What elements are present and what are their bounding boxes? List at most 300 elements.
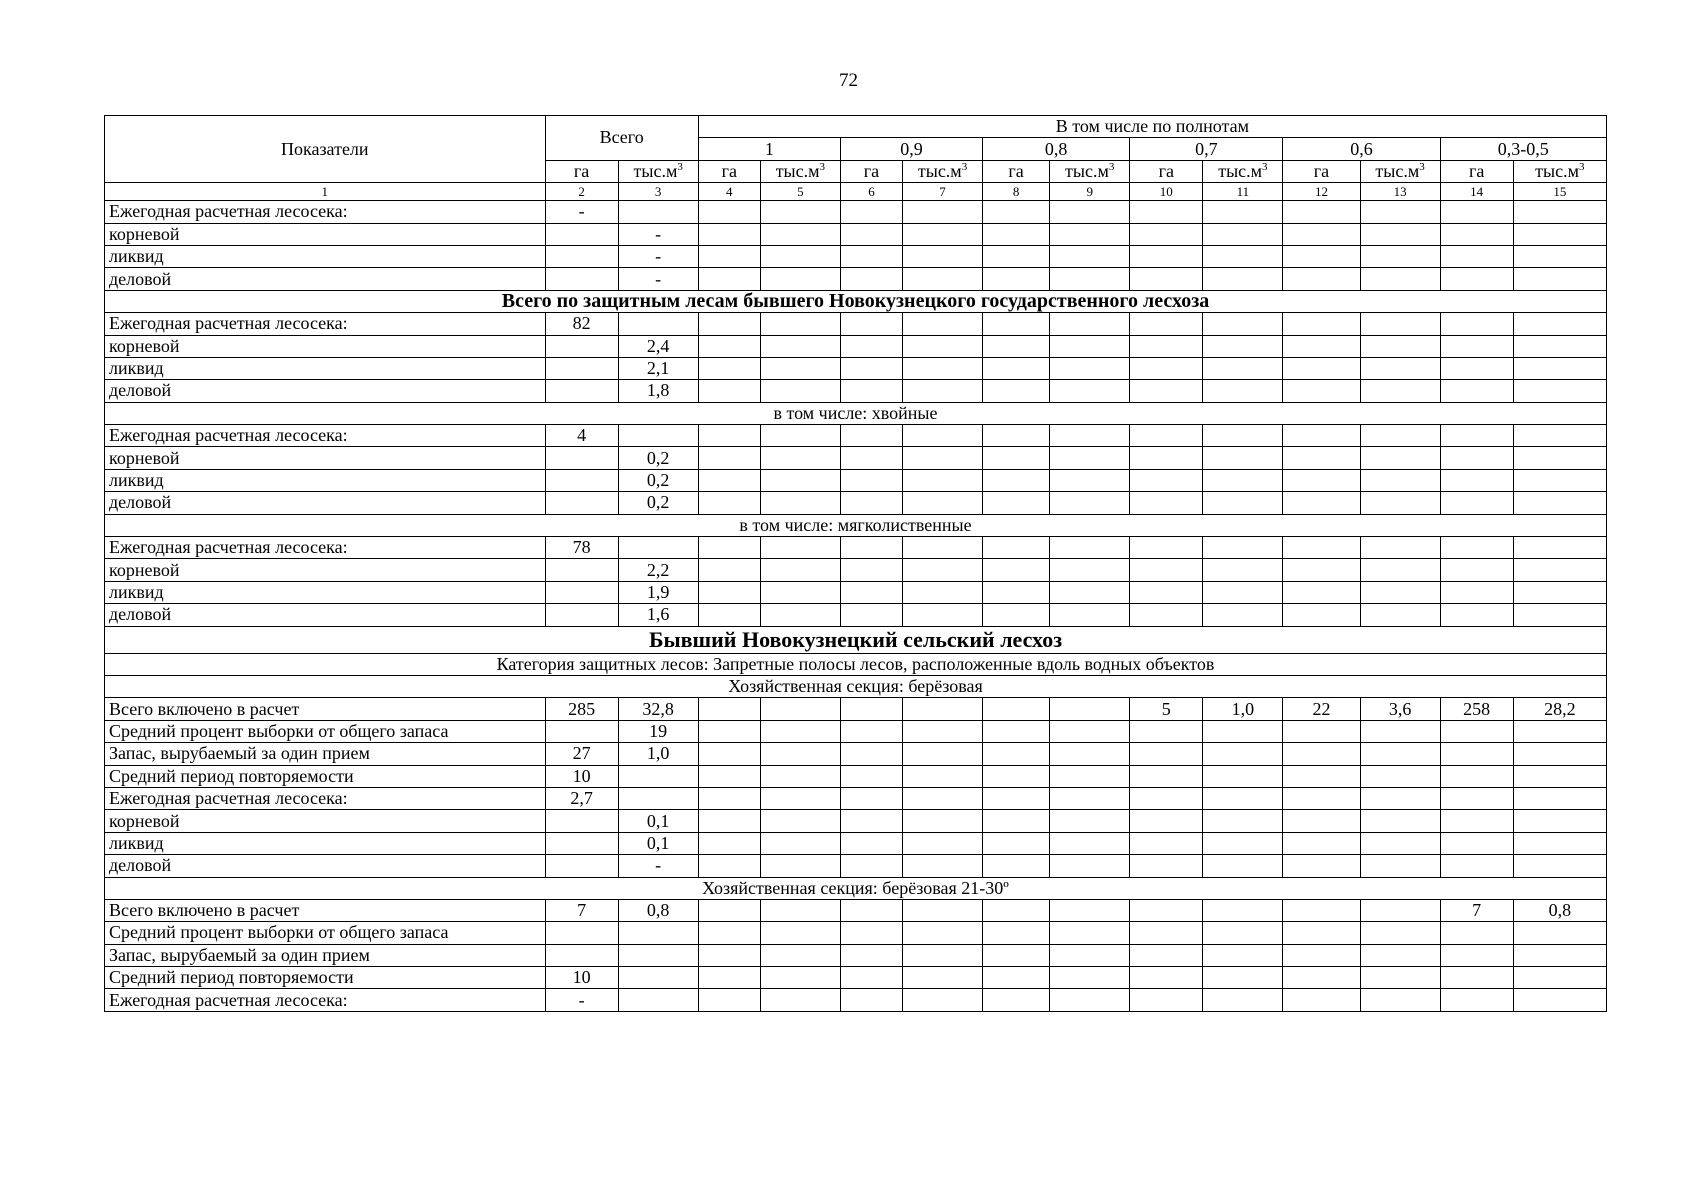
cell-col-3: 0,1 [618,810,698,832]
section-row [105,653,1607,675]
cell-col-10 [1130,743,1203,765]
cell-col-2 [545,604,618,626]
cell-col-11 [1203,604,1283,626]
cell-col-14 [1440,810,1513,832]
cell-col-14 [1440,268,1513,290]
cell-col-8 [983,268,1050,290]
cell-col-4 [698,855,760,877]
cell-col-12 [1283,201,1360,223]
cell-col-11 [1203,223,1283,245]
unit-ha: га [545,160,618,182]
cell-col-7 [902,765,982,787]
section-row [105,290,1607,312]
cell-col-9 [1050,201,1130,223]
cell-col-10 [1130,537,1203,559]
row-label: корневой [105,810,546,832]
cell-col-13 [1360,201,1440,223]
row-label: Средний период повторяемости [105,967,546,989]
cell-col-9 [1050,245,1130,267]
cell-col-2: 4 [545,425,618,447]
cell-col-11 [1203,967,1283,989]
cell-col-11 [1203,922,1283,944]
cell-col-4 [698,201,760,223]
row-label: Запас, вырубаемый за один прием [105,743,546,765]
cell-col-3 [618,989,698,1011]
cell-col-9 [1050,765,1130,787]
cell-col-9 [1050,743,1130,765]
cell-col-3: 0,8 [618,899,698,921]
section-row [105,402,1607,424]
cell-col-15 [1513,720,1606,742]
cell-col-3: - [618,245,698,267]
cell-col-15 [1513,989,1606,1011]
row-label: ликвид [105,581,546,603]
cell-col-7 [902,720,982,742]
cell-col-14 [1440,765,1513,787]
cell-col-14 [1440,787,1513,809]
cell-col-8 [983,245,1050,267]
table-row [105,425,1607,447]
cell-col-5 [760,832,840,854]
cell-col-6 [840,357,902,379]
cell-col-13 [1360,989,1440,1011]
cell-col-2 [545,447,618,469]
cell-col-11 [1203,268,1283,290]
table-row [105,787,1607,809]
column-number: 5 [760,183,840,201]
cell-col-13 [1360,559,1440,581]
cell-col-5 [760,425,840,447]
cell-col-12 [1283,855,1360,877]
cell-col-3: 1,0 [618,743,698,765]
cell-col-5 [760,967,840,989]
cell-col-5 [760,245,840,267]
cell-col-12 [1283,944,1360,966]
cell-col-7 [902,313,982,335]
cell-col-4 [698,537,760,559]
row-label: Средний период повторяемости [105,765,546,787]
cell-col-9 [1050,899,1130,921]
table-row [105,492,1607,514]
cell-col-13 [1360,268,1440,290]
cell-col-6 [840,855,902,877]
cell-col-12 [1283,922,1360,944]
cell-col-13: 3,6 [1360,698,1440,720]
section-heading: в том числе: хвойные [105,402,1607,424]
cell-col-13 [1360,357,1440,379]
cell-col-15 [1513,313,1606,335]
cell-col-10 [1130,967,1203,989]
cell-col-3 [618,787,698,809]
table-row [105,832,1607,854]
cell-col-14 [1440,743,1513,765]
cell-col-2 [545,245,618,267]
cell-col-11 [1203,989,1283,1011]
cell-col-9 [1050,967,1130,989]
row-label: ликвид [105,245,546,267]
cell-col-3: 0,2 [618,469,698,491]
cell-col-8 [983,989,1050,1011]
cell-col-12: 22 [1283,698,1360,720]
header-density-1: 0,9 [840,138,982,160]
cell-col-12 [1283,989,1360,1011]
cell-col-5 [760,223,840,245]
header-density-2: 0,8 [983,138,1130,160]
cell-col-7 [902,559,982,581]
cell-col-10 [1130,469,1203,491]
cell-col-4 [698,245,760,267]
cell-col-4 [698,810,760,832]
column-number: 1 [105,183,546,201]
cell-col-15 [1513,944,1606,966]
cell-col-5 [760,469,840,491]
cell-col-14 [1440,447,1513,469]
row-label: Средний процент выборки от общего запаса [105,720,546,742]
cell-col-2 [545,559,618,581]
cell-col-5 [760,604,840,626]
cell-col-6 [840,832,902,854]
cell-col-3: 32,8 [618,698,698,720]
cell-col-9 [1050,492,1130,514]
unit-ha: га [1440,160,1513,182]
table-row [105,537,1607,559]
cell-col-10 [1130,922,1203,944]
cell-col-13 [1360,855,1440,877]
cell-col-8 [983,899,1050,921]
cell-col-7 [902,787,982,809]
cell-col-8 [983,922,1050,944]
cell-col-7 [902,447,982,469]
cell-col-15 [1513,492,1606,514]
cell-col-11 [1203,245,1283,267]
cell-col-5 [760,268,840,290]
cell-col-10 [1130,810,1203,832]
cell-col-2: - [545,201,618,223]
cell-col-7 [902,201,982,223]
row-label: ликвид [105,469,546,491]
table-row [105,967,1607,989]
cell-col-13 [1360,832,1440,854]
cell-col-4 [698,357,760,379]
cell-col-6 [840,698,902,720]
table-row [105,268,1607,290]
cell-col-11 [1203,855,1283,877]
cell-col-9 [1050,469,1130,491]
cell-col-9 [1050,537,1130,559]
column-number: 15 [1513,183,1606,201]
cell-col-13 [1360,944,1440,966]
cell-col-5 [760,559,840,581]
cell-col-3 [618,765,698,787]
cell-col-12 [1283,380,1360,402]
cell-col-13 [1360,537,1440,559]
cell-col-4 [698,268,760,290]
cell-col-5 [760,492,840,514]
cell-col-4 [698,469,760,491]
cell-col-4 [698,335,760,357]
row-label: деловой [105,855,546,877]
cell-col-4 [698,380,760,402]
cell-col-8 [983,223,1050,245]
section-row [105,514,1607,536]
cell-col-15: 0,8 [1513,899,1606,921]
header-indicators: Показатели [105,116,546,183]
cell-col-6 [840,425,902,447]
cell-col-2 [545,810,618,832]
column-number: 11 [1203,183,1283,201]
cell-col-7 [902,335,982,357]
cell-col-3: 2,1 [618,357,698,379]
cell-col-8 [983,492,1050,514]
header-density-4: 0,6 [1283,138,1440,160]
unit-volume: $тыс.м^3$ [902,160,982,182]
cell-col-12 [1283,447,1360,469]
cell-col-12 [1283,537,1360,559]
cell-col-2 [545,357,618,379]
cell-col-6 [840,537,902,559]
section-heading: Хозяйственная секция: берёзовая [105,675,1607,697]
cell-col-4 [698,765,760,787]
cell-col-5 [760,201,840,223]
table-row [105,581,1607,603]
cell-col-8 [983,380,1050,402]
row-label: Ежегодная расчетная лесосека: [105,313,546,335]
cell-col-3: 2,4 [618,335,698,357]
cell-col-14 [1440,989,1513,1011]
cell-col-6 [840,720,902,742]
row-label: корневой [105,223,546,245]
cell-col-14 [1440,604,1513,626]
cell-col-10 [1130,313,1203,335]
unit-ha: га [983,160,1050,182]
cell-col-2: 7 [545,899,618,921]
column-number: 6 [840,183,902,201]
row-label: Ежегодная расчетная лесосека: [105,425,546,447]
cell-col-11 [1203,447,1283,469]
cell-col-12 [1283,720,1360,742]
cell-col-9 [1050,604,1130,626]
cell-col-6 [840,604,902,626]
cell-col-2 [545,223,618,245]
cell-col-8 [983,944,1050,966]
row-label: Запас, вырубаемый за один прием [105,944,546,966]
cell-col-8 [983,447,1050,469]
cell-col-5 [760,787,840,809]
cell-col-10 [1130,989,1203,1011]
cell-col-12 [1283,268,1360,290]
cell-col-8 [983,313,1050,335]
cell-col-10 [1130,899,1203,921]
cell-col-8 [983,765,1050,787]
cell-col-5 [760,810,840,832]
cell-col-11 [1203,765,1283,787]
cell-col-10 [1130,604,1203,626]
cell-col-9 [1050,922,1130,944]
cell-col-12 [1283,967,1360,989]
cell-col-4 [698,720,760,742]
table-row [105,899,1607,921]
cell-col-11 [1203,380,1283,402]
cell-col-2 [545,335,618,357]
cell-col-9 [1050,380,1130,402]
cell-col-11 [1203,469,1283,491]
cell-col-9 [1050,989,1130,1011]
cell-col-14 [1440,469,1513,491]
cell-col-6 [840,944,902,966]
cell-col-14 [1440,944,1513,966]
table-row [105,765,1607,787]
cell-col-6 [840,335,902,357]
cell-col-13 [1360,313,1440,335]
cell-col-14 [1440,855,1513,877]
cell-col-13 [1360,765,1440,787]
cell-col-2: 27 [545,743,618,765]
cell-col-7 [902,581,982,603]
row-label: деловой [105,380,546,402]
table-row [105,245,1607,267]
cell-col-9 [1050,559,1130,581]
cell-col-10 [1130,357,1203,379]
unit-ha: га [1283,160,1360,182]
cell-col-4 [698,313,760,335]
cell-col-7 [902,922,982,944]
cell-col-4 [698,581,760,603]
column-number: 14 [1440,183,1513,201]
cell-col-3: 2,2 [618,559,698,581]
cell-col-10 [1130,335,1203,357]
cell-col-10 [1130,447,1203,469]
cell-col-14: 7 [1440,899,1513,921]
cell-col-4 [698,447,760,469]
cell-col-13 [1360,469,1440,491]
cell-col-6 [840,581,902,603]
cell-col-13 [1360,335,1440,357]
cell-col-7 [902,989,982,1011]
cell-col-15 [1513,357,1606,379]
cell-col-5 [760,313,840,335]
cell-col-6 [840,787,902,809]
cell-col-10 [1130,268,1203,290]
cell-col-9 [1050,810,1130,832]
cell-col-14 [1440,223,1513,245]
cell-col-12 [1283,787,1360,809]
cell-col-6 [840,810,902,832]
cell-col-2: - [545,989,618,1011]
cell-col-4 [698,944,760,966]
table-row [105,313,1607,335]
cell-col-11 [1203,810,1283,832]
cell-col-13 [1360,492,1440,514]
cell-col-13 [1360,720,1440,742]
table-row [105,743,1607,765]
cell-col-3 [618,922,698,944]
cell-col-13 [1360,425,1440,447]
cell-col-10 [1130,492,1203,514]
table-row [105,922,1607,944]
cell-col-13 [1360,967,1440,989]
cell-col-5 [760,380,840,402]
column-number: 7 [902,183,982,201]
cell-col-9 [1050,581,1130,603]
cell-col-5 [760,581,840,603]
section-row [105,626,1607,653]
cell-col-5 [760,743,840,765]
cell-col-10 [1130,787,1203,809]
row-label: деловой [105,268,546,290]
cell-col-6 [840,765,902,787]
cell-col-9 [1050,855,1130,877]
cell-col-14 [1440,380,1513,402]
row-label: Всего включено в расчет [105,899,546,921]
cell-col-15 [1513,855,1606,877]
cell-col-7 [902,492,982,514]
cell-col-14 [1440,922,1513,944]
cell-col-8 [983,855,1050,877]
cell-col-6 [840,492,902,514]
column-number: 3 [618,183,698,201]
row-label: корневой [105,559,546,581]
cell-col-5 [760,447,840,469]
cell-col-15 [1513,537,1606,559]
row-label: деловой [105,604,546,626]
cell-col-15 [1513,743,1606,765]
cell-col-8 [983,720,1050,742]
unit-volume: $тыс.м^3$ [1513,160,1606,182]
cell-col-3: 0,1 [618,832,698,854]
cell-col-14 [1440,537,1513,559]
row-label: ликвид [105,357,546,379]
cell-col-13 [1360,604,1440,626]
cell-col-5 [760,855,840,877]
cell-col-2 [545,855,618,877]
cell-col-9 [1050,447,1130,469]
cell-col-9 [1050,335,1130,357]
cell-col-6 [840,268,902,290]
cell-col-8 [983,810,1050,832]
cell-col-9 [1050,223,1130,245]
cell-col-11: 1,0 [1203,698,1283,720]
table-row [105,469,1607,491]
cell-col-2: 78 [545,537,618,559]
row-label: деловой [105,492,546,514]
cell-col-11 [1203,425,1283,447]
cell-col-12 [1283,743,1360,765]
cell-col-11 [1203,335,1283,357]
cell-col-4 [698,967,760,989]
cell-col-11 [1203,743,1283,765]
cell-col-8 [983,604,1050,626]
cell-col-4 [698,922,760,944]
cell-col-4 [698,832,760,854]
cell-col-13 [1360,899,1440,921]
table-row [105,989,1607,1011]
cell-col-14 [1440,245,1513,267]
column-number: 13 [1360,183,1440,201]
row-label: корневой [105,447,546,469]
cell-col-13 [1360,245,1440,267]
cell-col-13 [1360,787,1440,809]
cell-col-3 [618,201,698,223]
cell-col-5 [760,357,840,379]
cell-col-3: 0,2 [618,492,698,514]
table-row [105,335,1607,357]
cell-col-6 [840,447,902,469]
cell-col-6 [840,922,902,944]
cell-col-6 [840,223,902,245]
table-row [105,698,1607,720]
section-heading: Категория защитных лесов: Запретные полосы лесов, расположенные вдоль водных объектов [105,653,1607,675]
cell-col-5 [760,922,840,944]
